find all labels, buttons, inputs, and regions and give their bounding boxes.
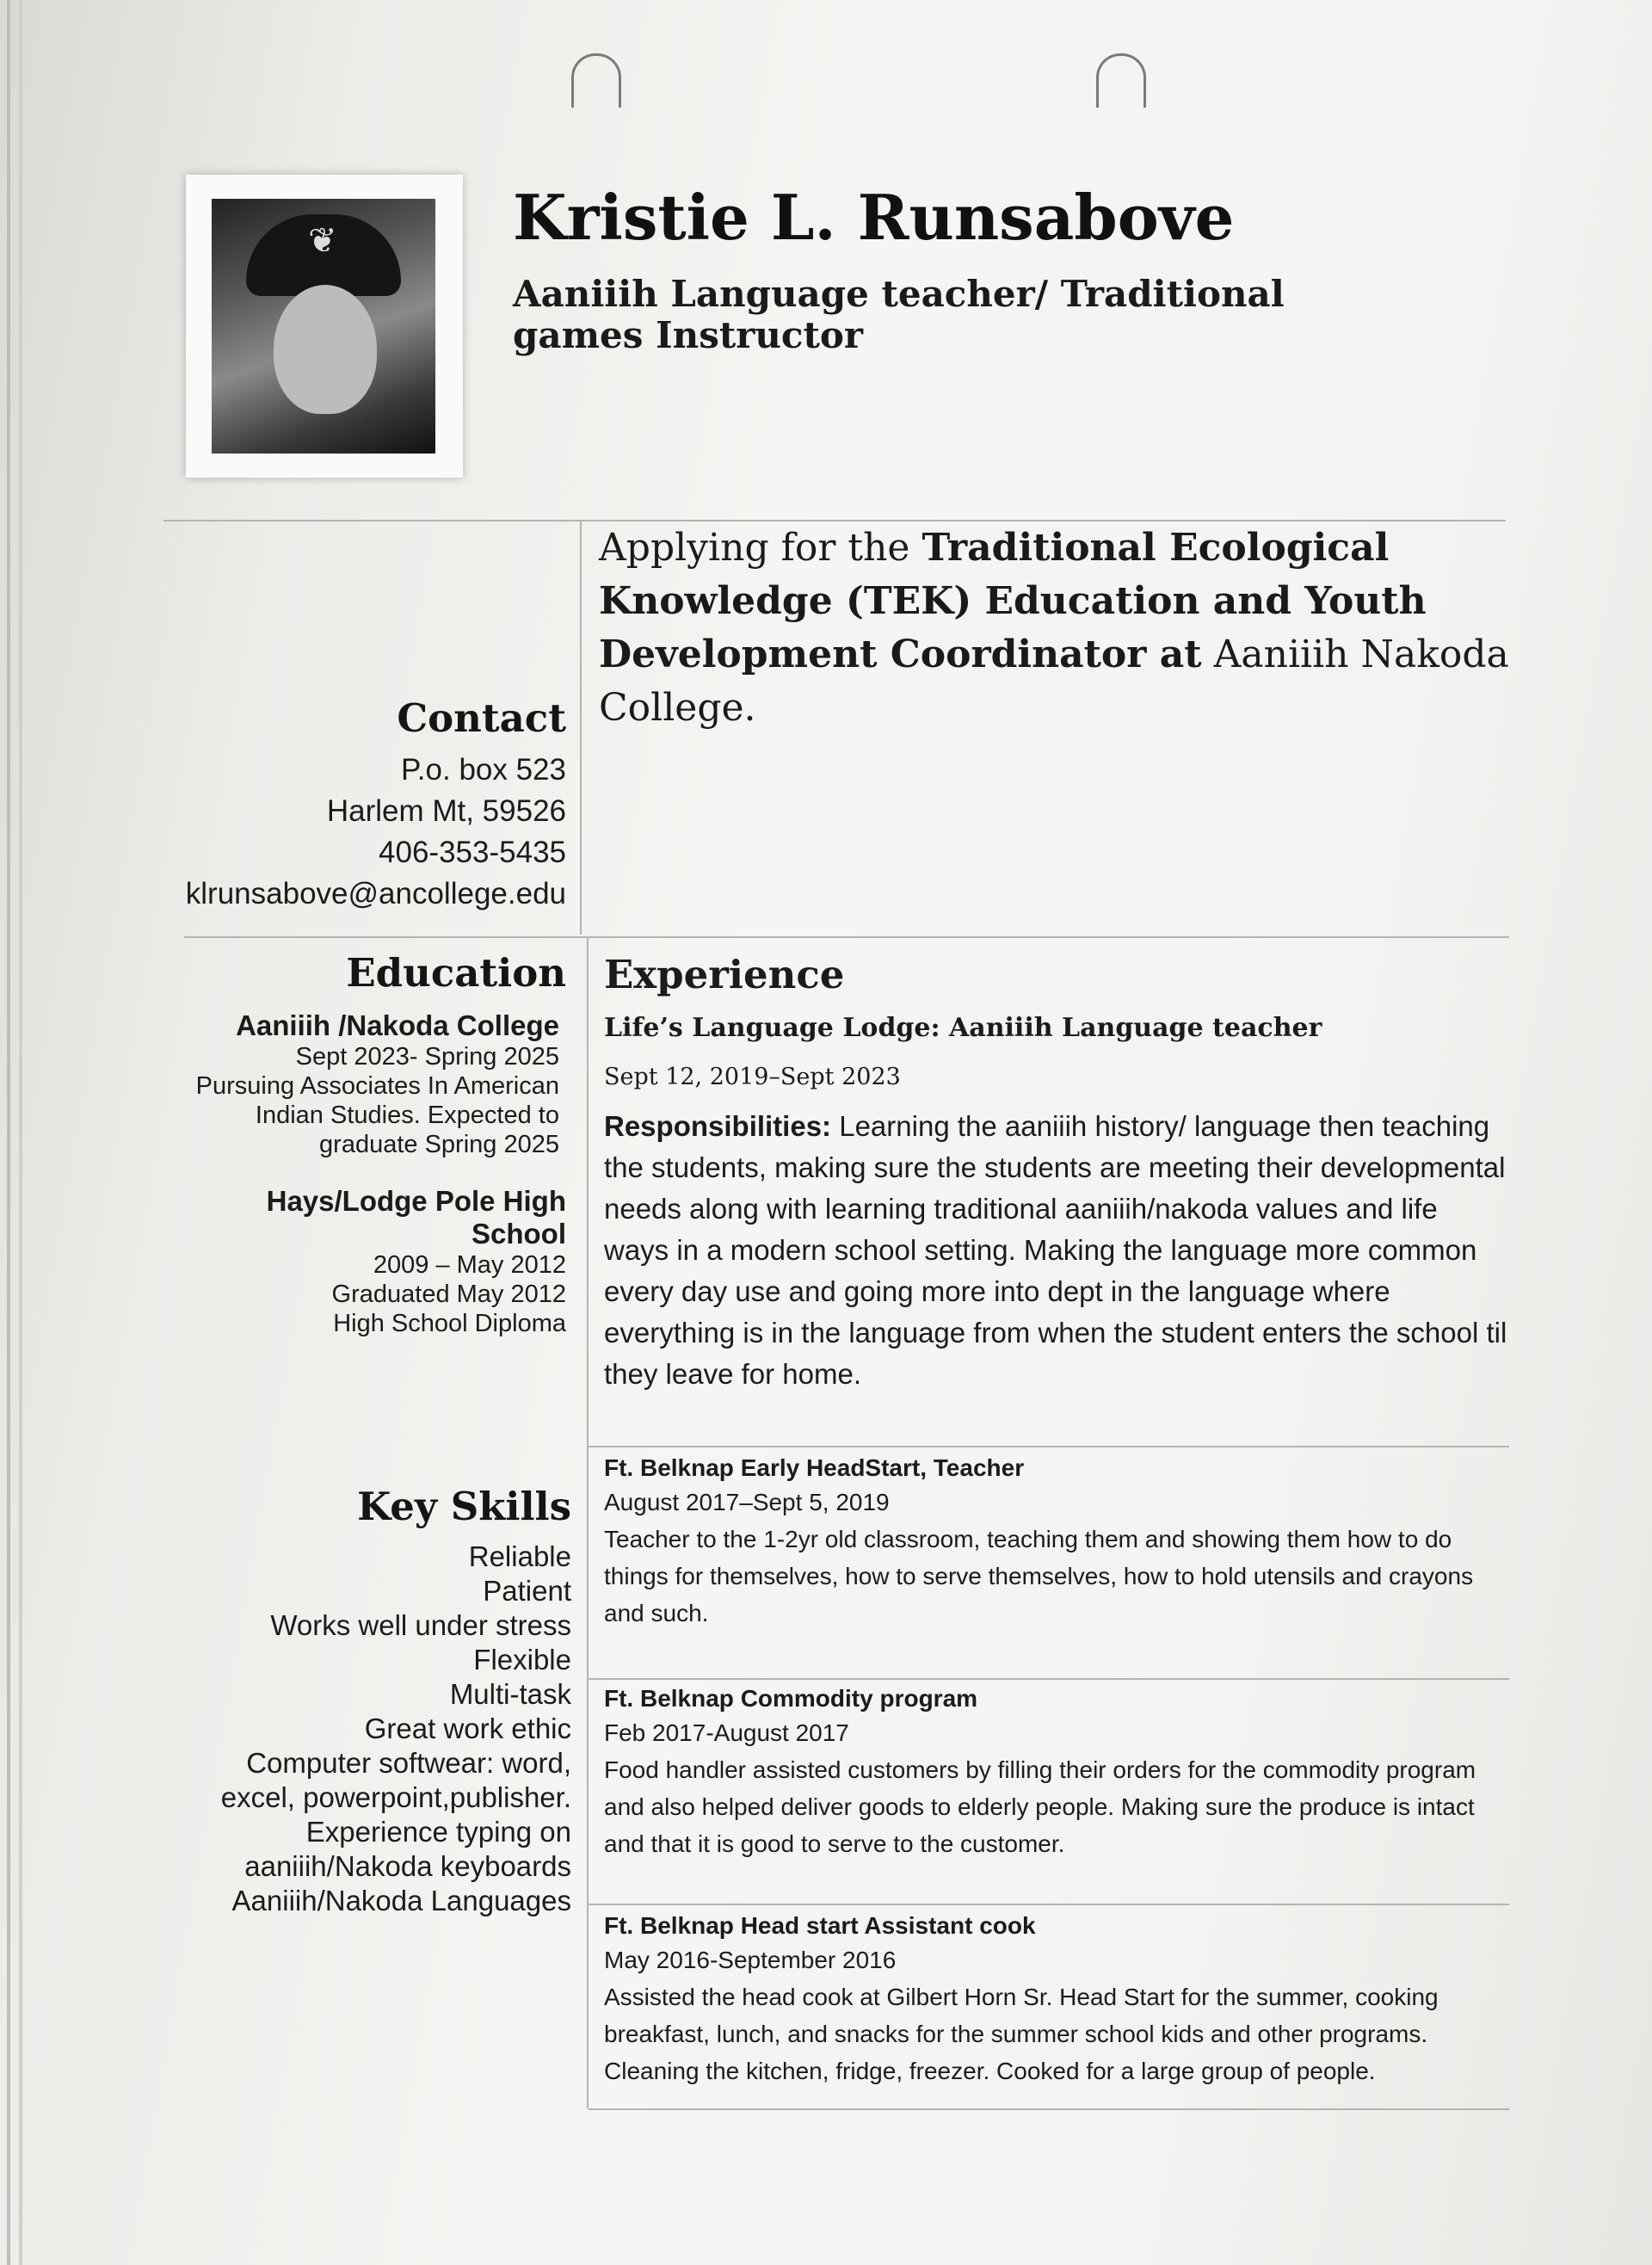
skills-section xyxy=(221,1484,571,1918)
divider-job-1 xyxy=(589,1446,1509,1447)
skill-item: Works well under stress xyxy=(270,1609,571,1641)
face-shape xyxy=(274,285,377,414)
job-dates: August 2017–Sept 5, 2019 xyxy=(604,1489,890,1515)
paper-edge-left-inner xyxy=(19,0,22,2265)
divider-job-3 xyxy=(589,1904,1509,1905)
education-section xyxy=(162,950,566,1338)
punch-hole-right xyxy=(1096,53,1146,108)
job-dates: Sept 12, 2019–Sept 2023 xyxy=(604,1064,901,1090)
job-entry xyxy=(604,1910,1507,2089)
experience-heading: Experience xyxy=(604,952,845,997)
candidate-role: Aaniiih Language teacher/ Traditional games Instructor xyxy=(513,273,1285,356)
objective-prefix: Applying for the xyxy=(599,526,922,570)
divider-middle xyxy=(184,936,1509,938)
contact-section xyxy=(186,695,566,915)
skill-item: Experience typing on xyxy=(305,1816,571,1848)
job-title: Ft. Belknap Head start Assistant cook xyxy=(604,1912,1036,1939)
skill-item: Aaniiih/Nakoda Languages xyxy=(231,1885,571,1916)
skill-item: aaniiih/Nakoda keyboards xyxy=(244,1850,571,1882)
skill-item: Flexible xyxy=(473,1644,571,1676)
paper-edge-left xyxy=(7,0,10,2265)
education-line: Pursuing Associates In American xyxy=(195,1072,559,1100)
education-institution: Hays/Lodge Pole High School xyxy=(266,1185,566,1250)
education-line: Graduated May 2012 xyxy=(331,1281,566,1308)
education-line: graduate Spring 2025 xyxy=(319,1131,559,1158)
job-responsibilities xyxy=(604,1106,1507,1395)
punch-hole-left xyxy=(571,53,621,108)
job-description: Assisted the head cook at Gilbert Horn Sr. Head Start for the summer, cooking breakfast, lunch, and snacks for the summer school kids and other programs. Cleaning the kitchen, fridge, freezer. Cooked for a large group of people. xyxy=(604,1984,1439,2084)
job-entry xyxy=(604,1683,1507,1862)
objective-position: Traditional Ecological Knowledge (TEK) Education and Youth Development Coordinator at xyxy=(599,526,1427,676)
job-title: Life’s Language Lodge: Aaniiih Language teacher xyxy=(604,1013,1322,1043)
contact-email: klrunsabove@ancollege.edu xyxy=(185,877,566,910)
job-entry xyxy=(604,1453,1507,1632)
contact-phone: 406-353-5435 xyxy=(379,836,566,869)
skill-item: excel, powerpoint,publisher. xyxy=(220,1781,571,1813)
contact-address: P.o. box 523 xyxy=(400,753,566,787)
job-dates: May 2016-September 2016 xyxy=(604,1947,897,1973)
contact-city: Harlem Mt, 59526 xyxy=(326,794,566,828)
skills-heading: Key Skills xyxy=(357,1484,571,1529)
job-title: Ft. Belknap Commodity program xyxy=(604,1685,978,1712)
contact-heading: Contact xyxy=(397,695,566,741)
experience-section xyxy=(604,952,1507,1395)
skill-item: Computer softwear: word, xyxy=(246,1747,571,1779)
skill-item: Reliable xyxy=(468,1540,571,1572)
education-entry xyxy=(162,1009,559,1159)
skill-item: Patient xyxy=(483,1575,571,1607)
divider-vertical-lower xyxy=(587,938,589,2108)
objective-statement xyxy=(599,522,1519,735)
education-line: Indian Studies. Expected to xyxy=(255,1102,559,1129)
education-line: Sept 2023- Spring 2025 xyxy=(295,1043,559,1071)
job-title: Ft. Belknap Early HeadStart, Teacher xyxy=(604,1454,1025,1481)
education-institution: Aaniiih /Nakoda College xyxy=(236,1009,559,1041)
education-heading: Education xyxy=(346,950,566,996)
candidate-name: Kristie L. Runsabove xyxy=(513,181,1235,254)
job-dates: Feb 2017-August 2017 xyxy=(604,1719,849,1746)
job-description: Teacher to the 1-2yr old classroom, teaching them and showing them how to do things for themselves, how to serve themselves, how to hold utensils and crayons and such. xyxy=(604,1526,1474,1626)
education-entry xyxy=(231,1185,566,1338)
profile-photo-frame xyxy=(186,175,463,478)
objective-suffix: Aaniiih Nakoda College. xyxy=(599,633,1509,730)
education-line: High School Diploma xyxy=(333,1310,566,1337)
job-description: Food handler assisted customers by filling their orders for the commodity program and also helped deliver goods to elderly people. Making sure the produce is intact and that it is good to serve to the customer. xyxy=(604,1756,1476,1857)
responsibilities-text: Learning the aaniiih history/ language then teaching the students, making sure the students are meeting their developmental needs along with learning traditional aaniiih/nakoda values and life ways in a modern school setting. Making the language more common every day use and going more into dept in the language where everything is in the language from when the student enters the school til they leave for home. xyxy=(604,1110,1507,1390)
profile-photo xyxy=(212,199,435,454)
divider-job-2 xyxy=(589,1678,1509,1680)
cap-logo-icon: ❦ xyxy=(308,221,337,261)
education-line: 2009 – May 2012 xyxy=(373,1251,566,1279)
skill-item: Great work ethic xyxy=(364,1713,571,1744)
divider-bottom xyxy=(589,2108,1509,2110)
skill-item: Multi-task xyxy=(449,1678,571,1710)
responsibilities-label: Responsibilities: xyxy=(604,1110,832,1142)
divider-vertical-upper xyxy=(580,522,582,935)
